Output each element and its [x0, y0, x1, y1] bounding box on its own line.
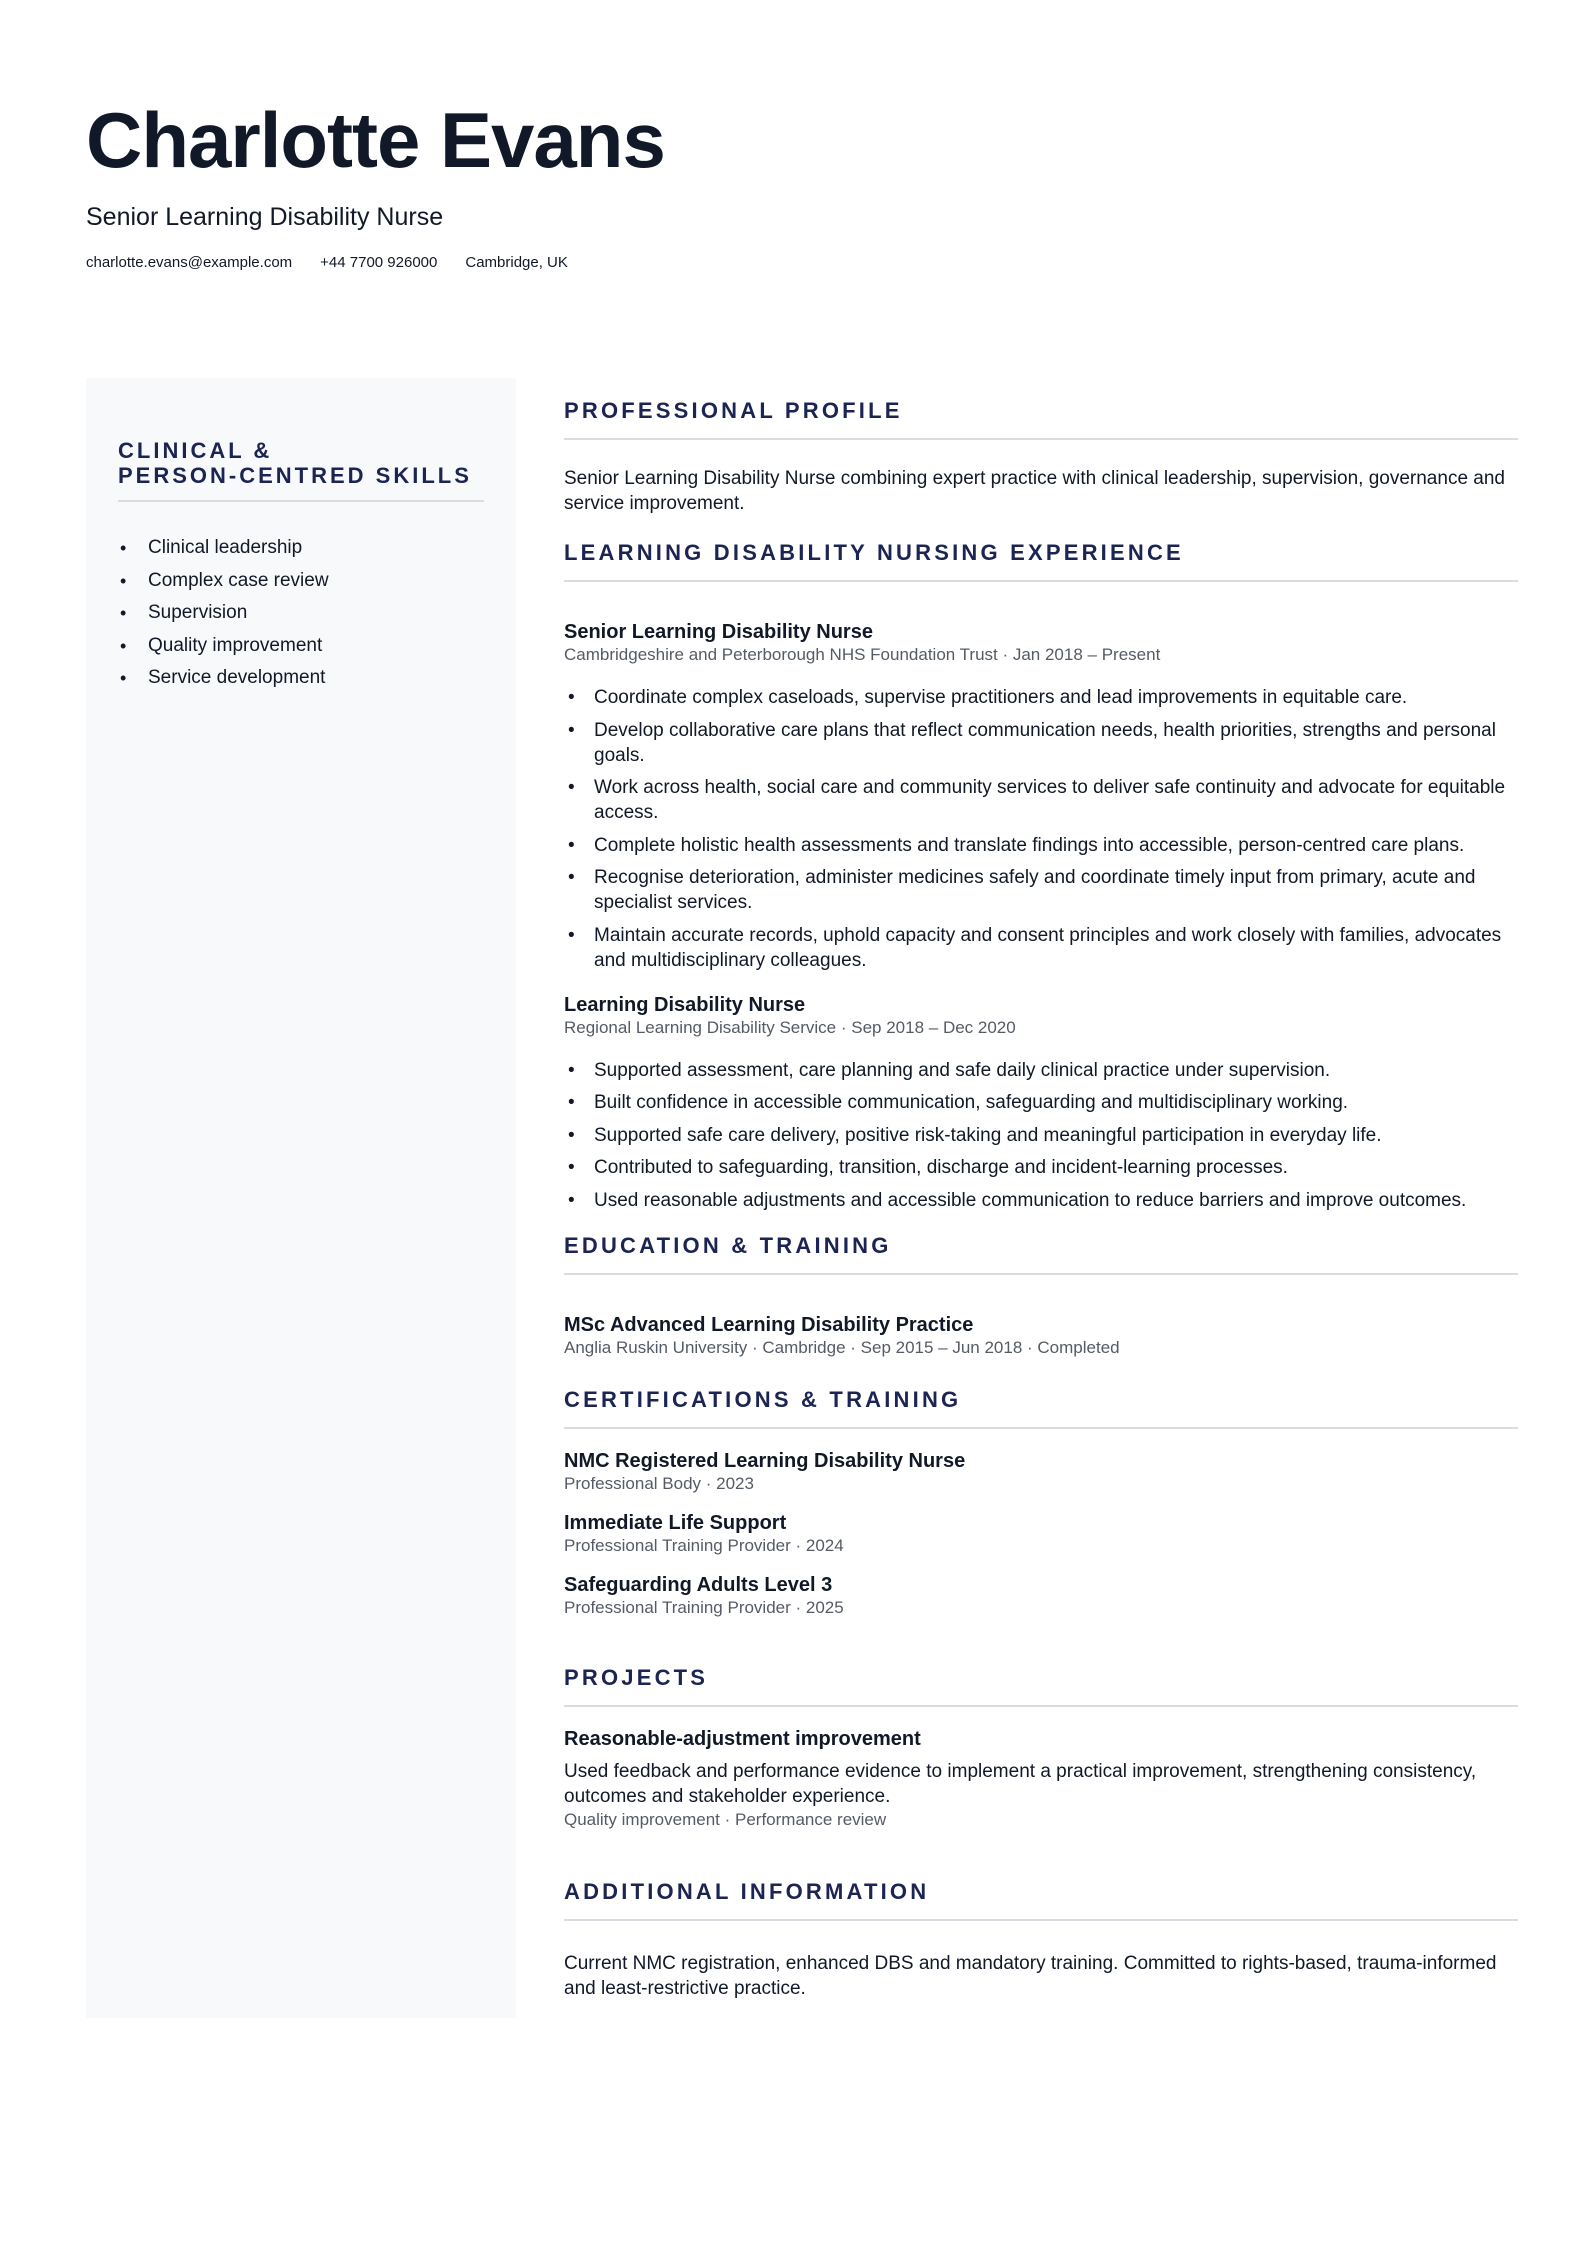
section-heading: EDUCATION & TRAINING — [564, 1233, 1518, 1275]
job-bullet: • Work across health, social care and community services to deliver safe continuity and advocate for equitable access. — [564, 775, 1518, 825]
skill-item: • Supervision — [118, 597, 484, 630]
job-title: Learning Disability Nurse — [564, 993, 806, 1016]
project-text: Used feedback and performance evidence to implement a practical improvement, strengthening consistency, outcomes and stakeholder experience. — [564, 1760, 1477, 1807]
job-bullet: • Coordinate complex caseloads, supervise practitioners and lead improvements in equitable care. — [564, 685, 1518, 710]
job-entry — [564, 620, 1518, 973]
candidate-title: Senior Learning Disability Nurse — [86, 203, 444, 231]
certification-item — [564, 1511, 1518, 1557]
contact-email[interactable]: charlotte.evans@example.com — [86, 254, 293, 271]
project-title: Reasonable-adjustment improvement — [564, 1727, 921, 1750]
job-bullet: • Supported safe care delivery, positive risk-taking and meaningful participation in everyday life. — [564, 1123, 1518, 1148]
certification-item — [564, 1449, 1518, 1495]
section-heading: CERTIFICATIONS & TRAINING — [564, 1387, 1518, 1429]
job-meta: Regional Learning Disability Service · Sep 2018 – Dec 2020 — [564, 1017, 1016, 1037]
certification-meta: Professional Training Provider · 2025 — [564, 1597, 844, 1617]
job-bullet: • Develop collaborative care plans that reflect communication needs, health priorities, strengths and personal goals. — [564, 718, 1518, 768]
projects-section — [564, 1665, 1518, 1831]
job-bullet: • Used reasonable adjustments and accessible communication to reduce barriers and improve outcomes. — [564, 1188, 1518, 1213]
skill-item: • Service development — [118, 662, 484, 695]
section-heading: ADDITIONAL INFORMATION — [564, 1879, 1518, 1921]
skills-list — [118, 532, 484, 695]
resume-header — [86, 92, 1506, 271]
certification-name: NMC Registered Learning Disability Nurse — [564, 1449, 966, 1472]
job-entry — [564, 993, 1518, 1213]
additional-text: Current NMC registration, enhanced DBS and mandatory training. Committed to rights-based, trauma-informed and least-restrictive practice. — [564, 1952, 1497, 1999]
skills-heading-line2: PERSON-CENTRED SKILLS — [118, 463, 472, 488]
skills-heading-line1: CLINICAL & — [118, 438, 273, 463]
job-bullet: • Maintain accurate records, uphold capacity and consent principles and work closely with families, advocates and multidisciplinary colleagues. — [564, 923, 1518, 973]
certifications-section — [564, 1387, 1518, 1619]
job-bullet: • Supported assessment, care planning and safe daily clinical practice under supervision. — [564, 1058, 1518, 1083]
main-column — [564, 398, 1518, 2001]
degree-meta: Anglia Ruskin University · Cambridge · Sep 2015 – Jun 2018 · Completed — [564, 1337, 1120, 1357]
profile-section — [564, 398, 1518, 516]
job-bullet: • Built confidence in accessible communication, safeguarding and multidisciplinary working. — [564, 1090, 1518, 1115]
certification-meta: Professional Body · 2023 — [564, 1473, 754, 1493]
certification-meta: Professional Training Provider · 2024 — [564, 1535, 844, 1555]
contact-line — [86, 254, 1506, 271]
degree-title: MSc Advanced Learning Disability Practice — [564, 1313, 974, 1336]
project-meta: Quality improvement · Performance review — [564, 1809, 887, 1829]
job-title: Senior Learning Disability Nurse — [564, 621, 873, 643]
section-heading: PROFESSIONAL PROFILE — [564, 398, 1518, 440]
job-bullets — [564, 685, 1518, 973]
contact-phone[interactable]: +44 7700 926000 — [320, 254, 438, 271]
job-bullet: • Contributed to safeguarding, transition, discharge and incident-learning processes. — [564, 1155, 1518, 1180]
skills-heading — [118, 438, 484, 502]
job-bullet: • Complete holistic health assessments and translate findings into accessible, person-centred care plans. — [564, 833, 1518, 858]
skills-sidebar — [86, 378, 516, 2018]
candidate-name: Charlotte Evans — [86, 96, 665, 184]
skill-item: • Quality improvement — [118, 630, 484, 663]
contact-location: Cambridge, UK — [465, 254, 568, 271]
certification-name: Immediate Life Support — [564, 1511, 787, 1534]
certification-item — [564, 1573, 1518, 1619]
experience-section — [564, 540, 1518, 1213]
certification-name: Safeguarding Adults Level 3 — [564, 1573, 833, 1596]
skill-item: • Complex case review — [118, 565, 484, 598]
profile-text: Senior Learning Disability Nurse combining expert practice with clinical leadership, supervision, governance and service improvement. — [564, 468, 1505, 514]
job-meta: Cambridgeshire and Peterborough NHS Foundation Trust · Jan 2018 – Present — [564, 645, 1161, 664]
skill-item: • Clinical leadership — [118, 532, 484, 565]
additional-section — [564, 1879, 1518, 2001]
education-section — [564, 1233, 1518, 1359]
section-heading: PROJECTS — [564, 1665, 1518, 1707]
job-bullet: • Recognise deterioration, administer medicines safely and coordinate timely input from primary, acute and specialist services. — [564, 865, 1518, 915]
job-bullets — [564, 1058, 1518, 1213]
section-heading: LEARNING DISABILITY NURSING EXPERIENCE — [564, 540, 1518, 582]
